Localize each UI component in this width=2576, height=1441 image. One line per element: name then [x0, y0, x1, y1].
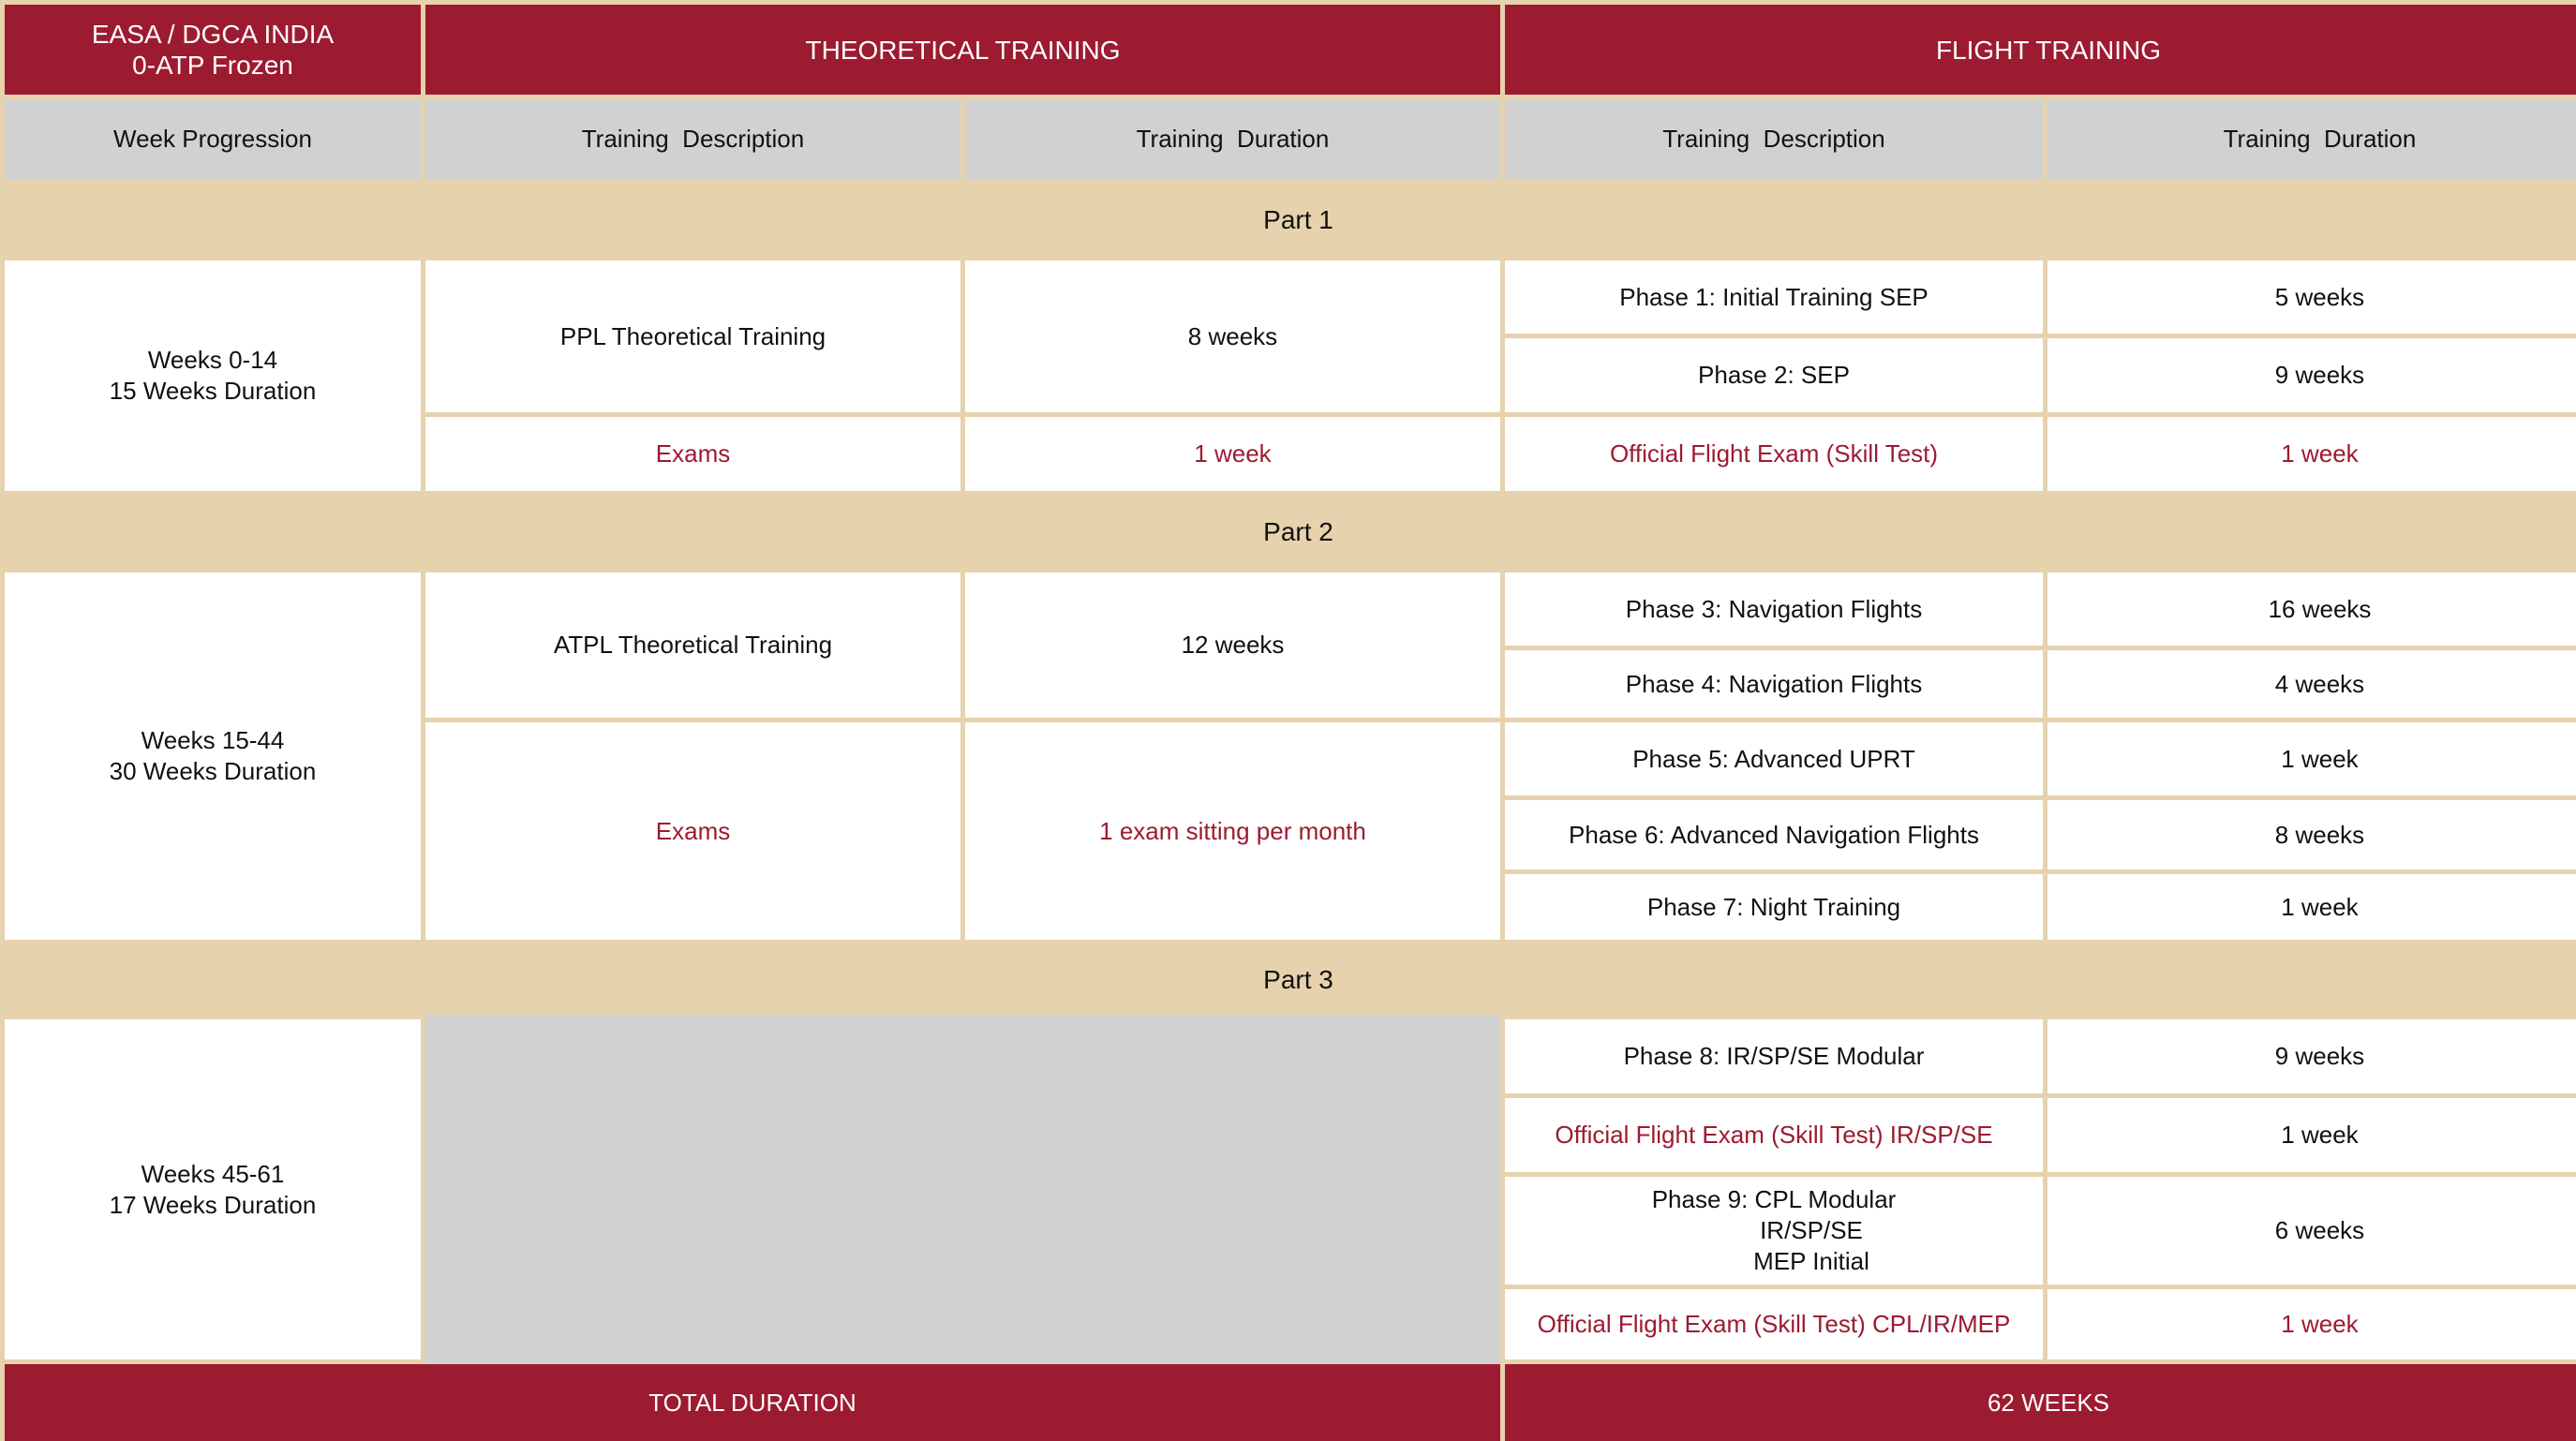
- phase-9-line-3: MEP Initial: [1753, 1247, 1869, 1275]
- part-3-band: Part 3: [5, 944, 2576, 1015]
- authority-line-1: EASA / DGCA INDIA: [91, 20, 335, 49]
- part-2-band: Part 2: [5, 496, 2576, 568]
- theoretical-training-header: THEORETICAL TRAINING: [425, 5, 1500, 95]
- phase-6-duration: 8 weeks: [2047, 800, 2576, 869]
- phase-8-duration: 9 weeks: [2047, 1019, 2576, 1093]
- phase-9-line-2: IR/SP/SE: [1760, 1216, 1863, 1244]
- part-1-skill-test-description: Official Flight Exam (Skill Test): [1505, 417, 2043, 491]
- authority-header: [5, 5, 421, 95]
- part-2-weeks: Weeks 15-44: [141, 726, 285, 754]
- ir-skill-test-duration: 1 week: [2047, 1098, 2576, 1172]
- phase-9-description: [1505, 1177, 2043, 1285]
- part-2-duration: 30 Weeks Duration: [109, 757, 317, 785]
- theory-description-header: Training Description: [425, 99, 960, 179]
- part-2-theory-description: ATPL Theoretical Training: [425, 572, 960, 718]
- phase-5-description: Phase 5: Advanced UPRT: [1505, 722, 2043, 795]
- phase-3-description: Phase 3: Navigation Flights: [1505, 572, 2043, 646]
- ir-skill-test-description: Official Flight Exam (Skill Test) IR/SP/SE: [1505, 1098, 2043, 1172]
- cpl-skill-test-description: Official Flight Exam (Skill Test) CPL/IR/MEP: [1505, 1289, 2043, 1359]
- part-1-weeks: Weeks 0-14: [147, 346, 278, 374]
- theory-duration-header: Training Duration: [965, 99, 1500, 179]
- cpl-skill-test-duration: 1 week: [2047, 1289, 2576, 1359]
- part-1-week-range: [5, 260, 421, 491]
- phase-1-description: Phase 1: Initial Training SEP: [1505, 260, 2043, 334]
- phase-9-line-1: Phase 9: CPL Modular: [1651, 1185, 1897, 1213]
- phase-2-description: Phase 2: SEP: [1505, 338, 2043, 412]
- part-1-band: Part 1: [5, 184, 2576, 256]
- phase-8-description: Phase 8: IR/SP/SE Modular: [1505, 1019, 2043, 1093]
- part-1-exams-description: Exams: [425, 417, 960, 491]
- phase-6-description: Phase 6: Advanced Navigation Flights: [1505, 800, 2043, 869]
- phase-1-duration: 5 weeks: [2047, 260, 2576, 334]
- phase-7-description: Phase 7: Night Training: [1505, 874, 2043, 940]
- phase-5-duration: 1 week: [2047, 722, 2576, 795]
- authority-line-2: 0-ATP Frozen: [132, 51, 293, 80]
- part-3-theory-empty-cell: [425, 1015, 1500, 1364]
- phase-7-duration: 1 week: [2047, 874, 2576, 940]
- part-1-theory-duration: 8 weeks: [965, 260, 1500, 412]
- phase-4-duration: 4 weeks: [2047, 650, 2576, 718]
- part-3-weeks: Weeks 45-61: [141, 1159, 285, 1188]
- phase-3-duration: 16 weeks: [2047, 572, 2576, 646]
- part-1-skill-test-duration: 1 week: [2047, 417, 2576, 491]
- phase-9-duration: 6 weeks: [2047, 1177, 2576, 1285]
- part-2-theory-duration: 12 weeks: [965, 572, 1500, 718]
- part-1-duration: 15 Weeks Duration: [109, 377, 317, 405]
- flight-description-header: Training Description: [1505, 99, 2043, 179]
- flight-duration-header: Training Duration: [2047, 99, 2576, 179]
- phase-2-duration: 9 weeks: [2047, 338, 2576, 412]
- total-duration-value: 62 WEEKS: [1505, 1364, 2576, 1441]
- part-1-exams-duration: 1 week: [965, 417, 1500, 491]
- week-progression-header: Week Progression: [5, 99, 421, 179]
- part-2-exams-description: Exams: [425, 722, 960, 940]
- part-2-week-range: [5, 572, 421, 940]
- part-2-exams-duration: 1 exam sitting per month: [965, 722, 1500, 940]
- part-3-week-range: [5, 1019, 421, 1359]
- total-duration-label: TOTAL DURATION: [5, 1364, 1500, 1441]
- flight-training-header: FLIGHT TRAINING: [1505, 5, 2576, 95]
- part-3-duration: 17 Weeks Duration: [109, 1190, 317, 1219]
- phase-4-description: Phase 4: Navigation Flights: [1505, 650, 2043, 718]
- part-1-theory-description: PPL Theoretical Training: [425, 260, 960, 412]
